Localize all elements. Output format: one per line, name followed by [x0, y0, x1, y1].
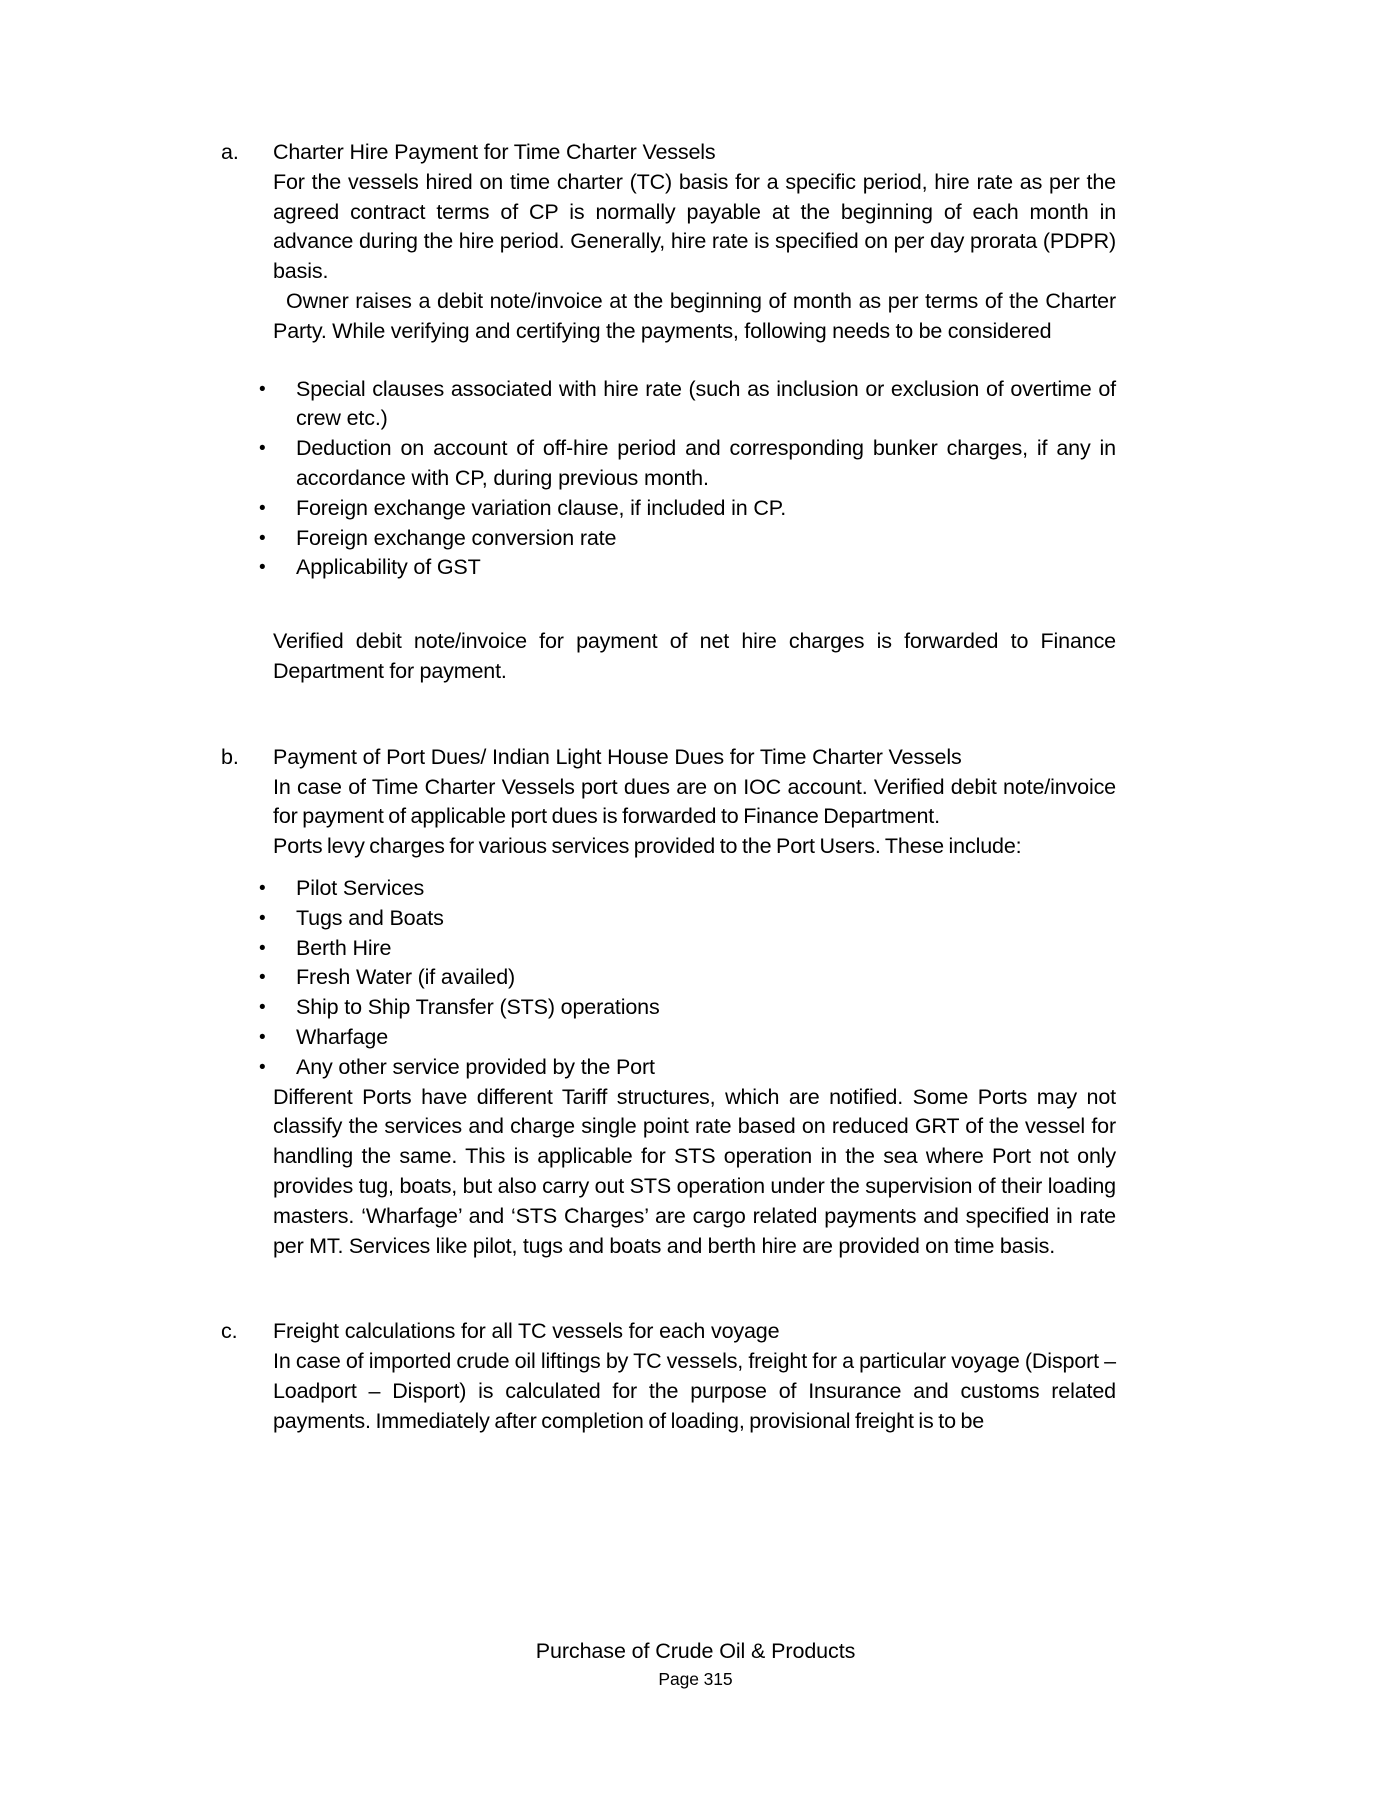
- list-item: [221, 993, 1116, 1023]
- spacer: [221, 583, 1116, 627]
- page-content: [221, 138, 1116, 1436]
- section-a-paragraph-2: Owner raises a debit note/invoice at the beginning of month as per terms of the Charter Party. While verifying and certifying the payments, following needs to be considered: [273, 288, 1116, 343]
- bullet-icon: •: [259, 497, 266, 519]
- section-b: [221, 743, 1116, 862]
- page-footer: [0, 1636, 1391, 1692]
- list-item: [221, 934, 1116, 964]
- list-item-label: Tugs and Boats: [296, 905, 444, 930]
- section-a-bullet-list: [221, 375, 1116, 584]
- section-b-title: Payment of Port Dues/ Indian Light House Dues for Time Charter Vessels: [273, 744, 962, 769]
- list-item-label: Pilot Services: [296, 875, 425, 900]
- list-item-label: Foreign exchange conversion rate: [296, 525, 617, 550]
- section-a-title: Charter Hire Payment for Time Charter Vessels: [273, 140, 716, 164]
- section-b-paragraph-2: Ports levy charges for various services provided to the Port Users. These include:: [273, 834, 1022, 859]
- section-c-paragraph-1: In case of imported crude oil liftings by TC vessels, freight for a particular voyage (Disport – Loadport – Disport) is calculated for the purpose of Insurance and customs related payments. Immediately after completion of loading, provisional freight is to be: [273, 1349, 1116, 1433]
- bullet-icon: •: [259, 937, 266, 959]
- list-item-label: Foreign exchange variation clause, if included in CP.: [296, 495, 787, 520]
- section-b-paragraph-1: In case of Time Charter Vessels port dues are on IOC account. Verified debit note/invoice for payment of applicable port dues is forwarded to Finance Department.: [273, 774, 1116, 829]
- bullet-icon: •: [259, 438, 266, 460]
- footer-page-number: Page 315: [658, 1669, 733, 1689]
- list-item-label: Wharfage: [296, 1024, 389, 1049]
- spacer: [221, 1261, 1116, 1317]
- bullet-icon: •: [259, 557, 266, 579]
- list-item: [221, 1053, 1116, 1083]
- bullet-icon: •: [259, 527, 266, 549]
- section-b-closing: [221, 1083, 1116, 1262]
- list-item: [221, 874, 1116, 904]
- bullet-icon: •: [259, 967, 266, 989]
- section-b-paragraph-3: Different Ports have different Tariff structures, which are notified. Some Ports may not classify the services and charge single point rate based on reduced GRT of the vessel for handling the same. This is applicable for STS operation in the sea where Port not only provides tug, boats, but also carry out STS operation under the supervision of their loading masters. ‘Wharfage’ and ‘STS Charges’ are cargo related payments and specified in rate per MT. Services like pilot, tugs and boats and berth hire are provided on time basis.: [273, 1084, 1116, 1258]
- list-item: [221, 963, 1116, 993]
- list-item-label: Ship to Ship Transfer (STS) operations: [296, 995, 660, 1020]
- list-item: [221, 904, 1116, 934]
- section-c-title: Freight calculations for all TC vessels for each voyage: [273, 1319, 780, 1344]
- list-item: [221, 553, 1116, 583]
- spacer: [221, 862, 1116, 874]
- bullet-icon: •: [259, 877, 266, 899]
- bullet-icon: •: [259, 378, 266, 400]
- list-item-label: Any other service provided by the Port: [296, 1054, 655, 1079]
- list-item: [221, 434, 1116, 494]
- list-item-label: Special clauses associated with hire rate (such as inclusion or exclusion of overtime of crew etc.): [296, 376, 1116, 431]
- list-item-label: Fresh Water (if availed): [296, 965, 516, 990]
- section-c-marker: c.: [221, 1319, 238, 1344]
- footer-document-title: Purchase of Crude Oil & Products: [535, 1639, 856, 1663]
- section-a-closing: [221, 627, 1116, 687]
- bullet-icon: •: [259, 907, 266, 929]
- section-b-marker: b.: [221, 744, 239, 769]
- bullet-icon: •: [259, 997, 266, 1019]
- bullet-icon: •: [259, 1056, 266, 1078]
- section-b-bullet-list: [221, 874, 1116, 1083]
- list-item-label: Applicability of GST: [296, 555, 481, 580]
- list-item: [221, 494, 1116, 524]
- list-item: [221, 524, 1116, 554]
- section-a: [221, 138, 1116, 347]
- list-item-label: Berth Hire: [296, 935, 392, 960]
- list-item: [221, 375, 1116, 435]
- section-a-paragraph-3: Verified debit note/invoice for payment of net hire charges is forwarded to Finance Department for payment.: [273, 629, 1116, 683]
- list-item: [221, 1023, 1116, 1053]
- section-a-paragraph-1: For the vessels hired on time charter (TC) basis for a specific period, hire rate as per the agreed contract terms of CP is normally payable at the beginning of each month in advance during the hire period. Generally, hire rate is specified on per day prorata (PDPR) basis.: [273, 169, 1116, 284]
- section-a-marker: a.: [221, 140, 239, 164]
- list-item-label: Deduction on account of off-hire period and corresponding bunker charges, if any in accordance with CP, during previous month.: [296, 436, 1116, 490]
- bullet-icon: •: [259, 1026, 266, 1048]
- spacer: [221, 687, 1116, 743]
- section-c: [221, 1317, 1116, 1436]
- spacer: [221, 347, 1116, 375]
